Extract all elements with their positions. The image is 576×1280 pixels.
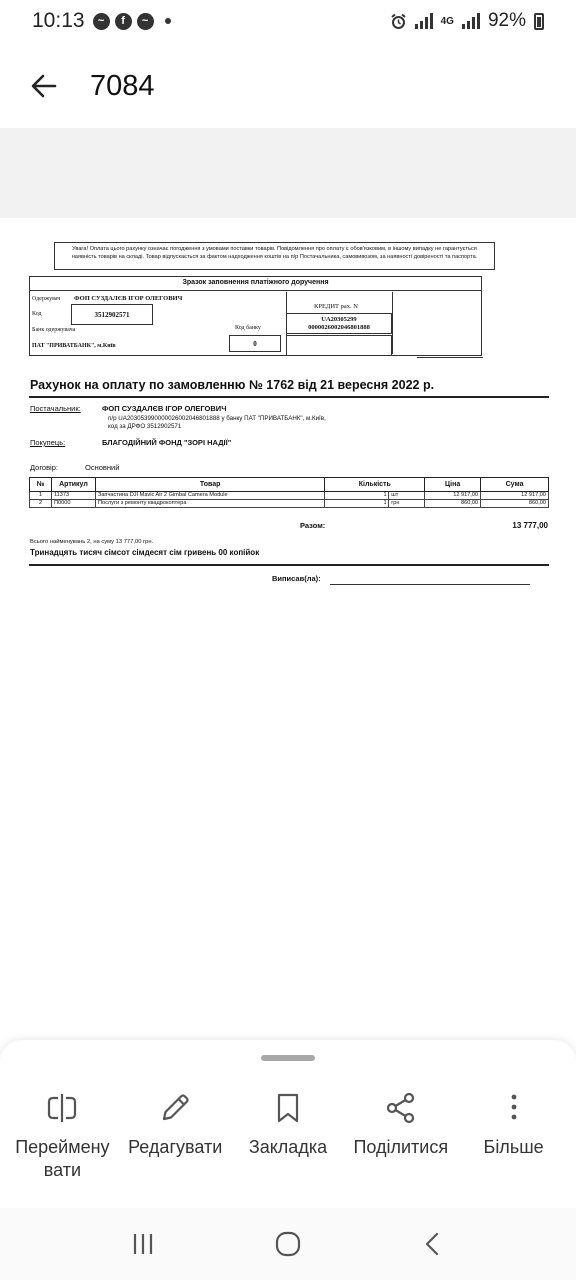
col-num: №	[30, 478, 52, 492]
bookmark-label: Закладка	[248, 1137, 328, 1157]
messenger-icon: ~	[137, 13, 154, 30]
row-article: 11373	[51, 492, 95, 500]
system-nav-bar	[0, 1208, 576, 1280]
row-num: 1	[30, 492, 52, 500]
row-article: П0000	[51, 500, 95, 508]
row-price: 12 917,00	[425, 492, 481, 500]
supplier-name: ФОП СУЗДАЛЄВ ІГОР ОЛЕГОВИЧ	[102, 404, 227, 413]
share-button[interactable]	[347, 1090, 455, 1182]
more-label: Більше	[483, 1137, 544, 1157]
rename-label-line-1: Переймену	[15, 1137, 110, 1157]
items-table	[29, 477, 549, 508]
recipient-label: Одержувач	[32, 296, 61, 302]
signal-icon	[415, 13, 433, 29]
recent-apps-icon	[130, 1231, 156, 1257]
bottom-action-sheet	[0, 1040, 576, 1208]
messenger-icon: ~	[93, 13, 110, 30]
supplier-row	[30, 404, 81, 413]
bank-name: ПАТ "ПРИВАТБАНК", м.Київ	[32, 343, 116, 349]
row-unit: шт	[388, 492, 422, 499]
app-bar	[0, 50, 576, 122]
rename-label	[15, 1136, 109, 1182]
page-title: 7084	[90, 69, 155, 102]
network-type: 4G	[440, 15, 454, 27]
divider	[392, 292, 393, 354]
home-button[interactable]	[258, 1219, 318, 1269]
recent-apps-button[interactable]	[113, 1219, 173, 1269]
row-unit: грн	[388, 500, 422, 507]
col-price: Ціна	[425, 478, 481, 492]
edit-button[interactable]	[121, 1090, 229, 1182]
row-item: Запчастина DJI Mavic Air 2 Gimbal Camera Module	[95, 492, 324, 500]
more-button[interactable]	[460, 1090, 568, 1182]
status-time: 10:13	[32, 9, 85, 32]
account-line-1: UA20305299	[321, 316, 357, 323]
share-label: Поділитися	[353, 1137, 449, 1157]
code-label: Код	[32, 311, 42, 317]
more-notifications-dot	[165, 18, 171, 24]
pencil-icon	[157, 1090, 193, 1126]
row-item: Послуги з ремонту квадрокоптера	[95, 500, 324, 508]
credit-account-label: КРЕДИТ рах. N	[314, 303, 358, 310]
system-back-button[interactable]	[403, 1219, 463, 1269]
bookmark-icon	[270, 1090, 306, 1126]
back-icon	[420, 1231, 446, 1257]
notification-icons	[93, 13, 171, 30]
sum-summary: Всього найменувань 2, на суму 13 777,00 грн.	[30, 539, 154, 545]
supplier-details-2: код за ДРФО 3512902571	[108, 423, 182, 430]
status-right	[390, 10, 544, 32]
divider	[30, 290, 481, 291]
rename-icon	[44, 1090, 80, 1126]
issued-by-label: Виписав(ла):	[272, 574, 321, 583]
divider	[29, 396, 549, 398]
sum-in-words: Тринадцять тисяч сімсот сімдесят сім гривень 00 копійок	[30, 548, 260, 557]
table-row	[30, 492, 549, 500]
col-item: Товар	[95, 478, 324, 492]
signature-line	[330, 584, 530, 585]
col-article: Артикул	[51, 478, 95, 492]
supplier-details-1: п/р UA203053990000026002046801888 у банку ПАТ "ПРИВАТБАНК", м.Київ,	[108, 415, 326, 422]
row-sum: 12 917,00	[481, 492, 549, 500]
contract-value: Основний	[85, 463, 120, 472]
contract-label: Договір:	[30, 463, 58, 472]
bookmark-button[interactable]	[234, 1090, 342, 1182]
sheet-drag-handle[interactable]	[261, 1055, 315, 1061]
table-row	[30, 500, 549, 508]
battery-percent: 92%	[487, 10, 526, 31]
rename-button[interactable]	[8, 1090, 116, 1182]
row-qty-value: 1	[383, 500, 387, 506]
empty-field	[286, 335, 392, 356]
edit-label: Редагувати	[128, 1137, 223, 1157]
total-label: Разом:	[300, 521, 326, 530]
home-icon	[273, 1229, 303, 1259]
action-bar	[0, 1090, 576, 1182]
row-qty-value: 1	[383, 492, 387, 498]
bank-code-value: 0	[229, 335, 281, 352]
battery-icon	[534, 13, 544, 30]
signal-icon	[462, 13, 480, 29]
back-button[interactable]	[24, 66, 64, 106]
arrow-left-icon	[29, 71, 59, 101]
facebook-icon: f	[115, 13, 132, 30]
row-sum: 860,00	[481, 500, 549, 508]
buyer-row	[30, 438, 65, 447]
row-num: 2	[30, 500, 52, 508]
row-qty	[325, 500, 425, 508]
row-price: 860,00	[425, 500, 481, 508]
status-bar	[0, 0, 576, 42]
bank-code-label: Код банку	[235, 325, 261, 331]
share-icon	[383, 1090, 419, 1126]
payment-form-sample	[29, 276, 482, 356]
invoice-document	[0, 218, 576, 618]
code-value: 3512902571	[71, 304, 153, 325]
total-value: 13 777,00	[512, 521, 548, 530]
invoice-title: Рахунок на оплату по замовленню № 1762 від 21 вересня 2022 р.	[30, 378, 435, 392]
row-qty	[325, 492, 425, 500]
buyer-name: БЛАГОДІЙНИЙ ФОНД "ЗОРІ НАДІЇ"	[102, 438, 232, 447]
buyer-label: Покупець:	[30, 438, 66, 447]
more-vertical-icon	[496, 1090, 532, 1126]
viewer-gap	[0, 128, 576, 218]
bank-recipient-label: Банк одержувача	[32, 327, 76, 333]
account-number	[286, 313, 392, 334]
divider	[417, 357, 483, 358]
divider	[29, 564, 549, 566]
col-qty: Кількість	[325, 478, 425, 492]
payment-form-title: Зразок заповнення платіжного доручення	[182, 279, 329, 286]
account-line-2: 0000026002046801888	[308, 324, 370, 331]
col-sum: Сума	[481, 478, 549, 492]
rename-label-line-2: вати	[43, 1160, 82, 1180]
table-header-row	[30, 478, 549, 492]
alarm-icon	[390, 13, 407, 30]
supplier-label: Постачальник:	[30, 404, 81, 413]
warning-notice: Увага! Оплата цього рахунку означає погодження з умовами поставки товарів. Повідомлення про оплату є обов'язковим, в іншому випадку не гарантується наявність товарів на складі. Товар відпускається за фактом надходження коштів на п/р Постачальника, самовивозом, за наявності довіреності та паспорта.	[54, 242, 495, 270]
recipient-name: ФОП СУЗДАЛЄВ ІГОР ОЛЕГОВИЧ	[74, 295, 183, 302]
